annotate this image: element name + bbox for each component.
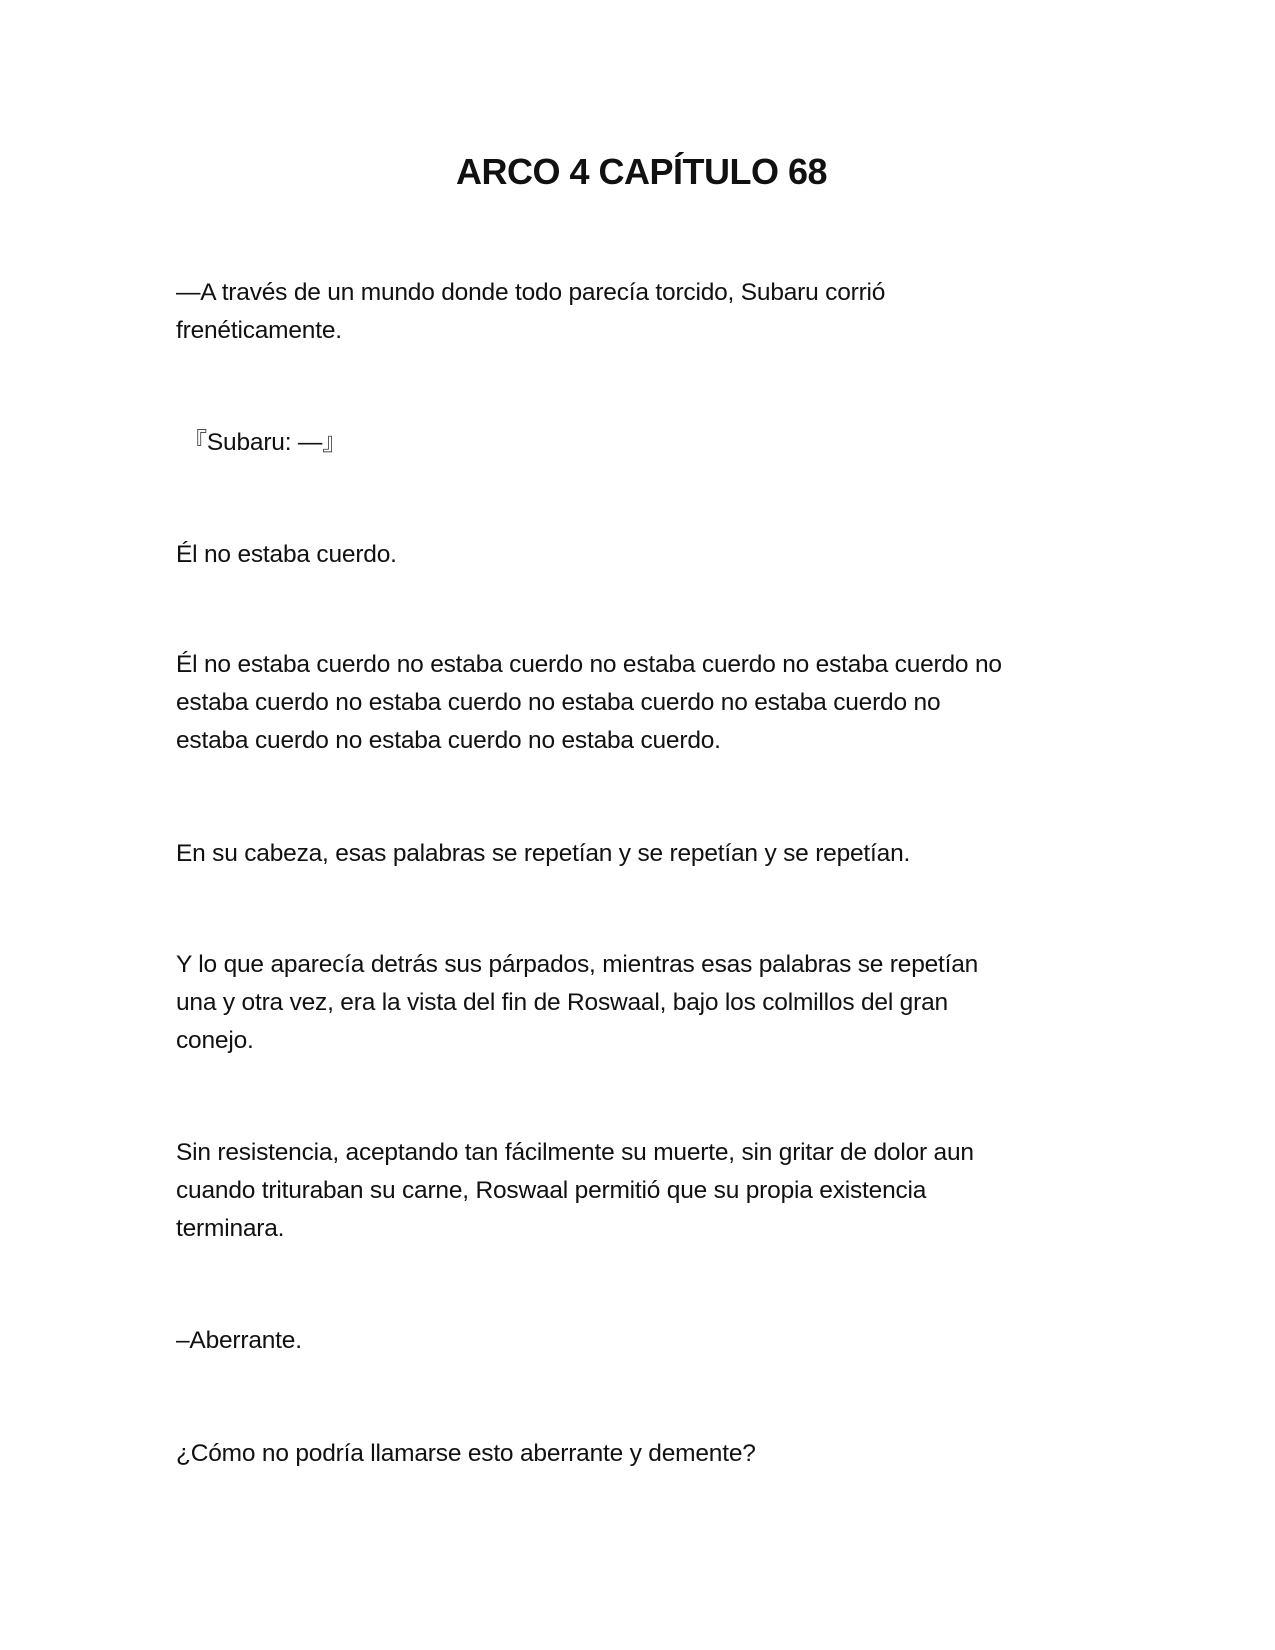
paragraph-9: ¿Cómo no podría llamarse esto aberrante y demente? bbox=[176, 1440, 756, 1467]
paragraph-7: Sin resistencia, aceptando tan fácilmente su muerte, sin gritar de dolor aun cuando trituraban su carne, Roswaal permitió que su propia existencia terminara. bbox=[176, 1139, 974, 1242]
paragraph-6: Y lo que aparecía detrás sus párpados, mientras esas palabras se repetían una y otra vez, era la vista del fin de Roswaal, bajo los colmillos del gran conejo. bbox=[176, 951, 979, 1054]
paragraph-1: —A través de un mundo donde todo parecía torcido, Subaru corrió frenéticamente. bbox=[176, 279, 886, 344]
paragraph-4: Él no estaba cuerdo no estaba cuerdo no estaba cuerdo no estaba cuerdo no estaba cuerdo no estaba cuerdo no estaba cuerdo no estaba cuerdo no estaba cuerdo no estaba cuerdo no estaba cuerdo. bbox=[176, 651, 1002, 754]
paragraph-8: –Aberrante. bbox=[176, 1327, 302, 1354]
paragraph-2-dialogue: 『Subaru: —』 bbox=[176, 429, 347, 456]
chapter-title-text: ARCO 4 CAPÍTULO 68 bbox=[455, 151, 828, 192]
paragraph-5: En su cabeza, esas palabras se repetían y se repetían y se repetían. bbox=[176, 840, 911, 867]
paragraph-3: Él no estaba cuerdo. bbox=[176, 541, 397, 568]
chapter-title bbox=[0, 148, 1275, 196]
